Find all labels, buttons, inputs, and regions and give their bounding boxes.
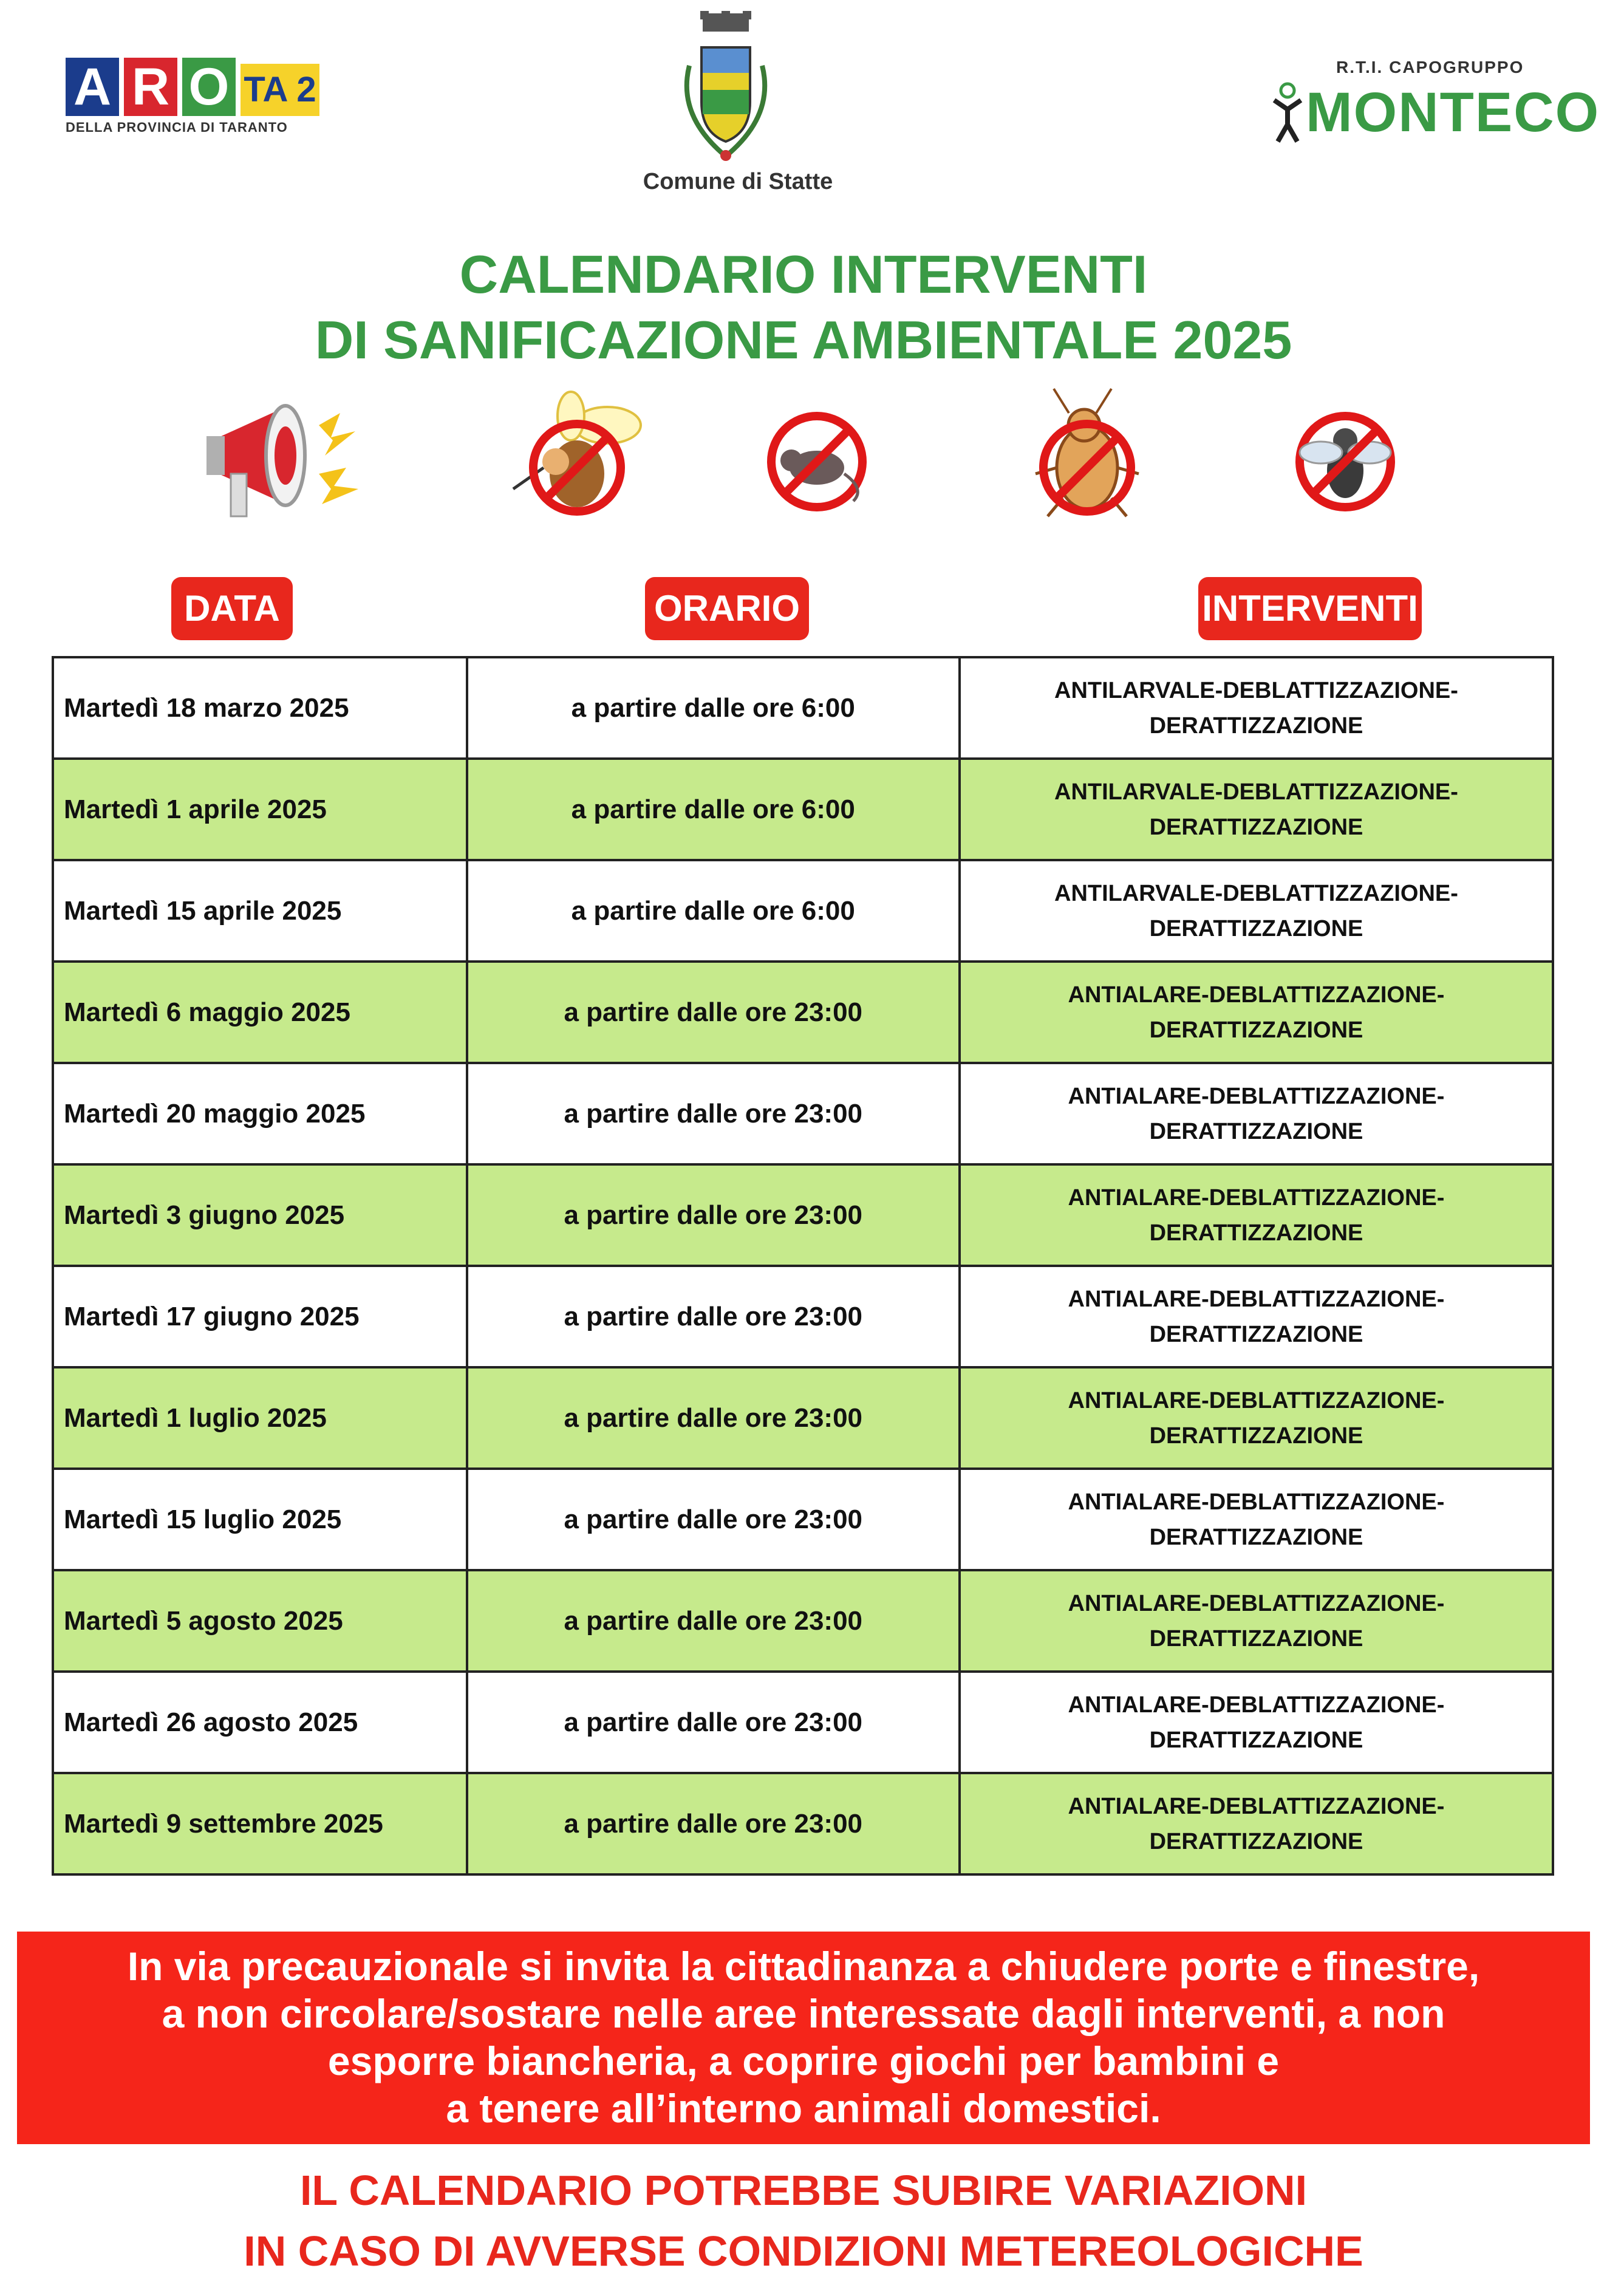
cell-interventi	[960, 657, 1553, 759]
cell-interventi	[960, 1266, 1553, 1367]
cell-data: Martedì 26 agosto 2025	[53, 1672, 467, 1773]
cell-data: Martedì 15 luglio 2025	[53, 1469, 467, 1570]
interventi-line-1: ANTIALARE-DEBLATTIZZAZIONE-	[1068, 1184, 1445, 1211]
footer-line-2: IN CASO DI AVVERSE CONDIZIONI METEREOLOGICHE	[244, 2227, 1363, 2275]
cell-interventi	[960, 860, 1553, 962]
interventi-line-2: DERATTIZZAZIONE	[1149, 915, 1363, 941]
table-row	[53, 860, 1553, 962]
header-interventi: INTERVENTI	[1198, 577, 1422, 640]
notice-line-2: a non circolare/sostare nelle aree interessate dagli interventi, a non	[162, 1991, 1445, 2036]
table-row	[53, 962, 1553, 1063]
title-line-1: CALENDARIO INTERVENTI	[459, 244, 1148, 304]
cell-interventi	[960, 1672, 1553, 1773]
table-row	[53, 1367, 1553, 1469]
monteco-logo	[1269, 58, 1600, 143]
interventi-line-2: DERATTIZZAZIONE	[1149, 1625, 1363, 1652]
interventi-line-2: DERATTIZZAZIONE	[1149, 814, 1363, 840]
cell-orario: a partire dalle ore 6:00	[467, 860, 960, 962]
cell-orario: a partire dalle ore 23:00	[467, 1773, 960, 1874]
cell-data: Martedì 1 luglio 2025	[53, 1367, 467, 1469]
cell-data: Martedì 6 maggio 2025	[53, 962, 467, 1063]
cell-data: Martedì 1 aprile 2025	[53, 759, 467, 860]
aro-logo	[66, 58, 321, 137]
cell-data: Martedì 17 giugno 2025	[53, 1266, 467, 1367]
rti-label: R.T.I. CAPOGRUPPO	[1336, 58, 1524, 77]
aro-letter-a: A	[66, 58, 119, 116]
cell-orario: a partire dalle ore 6:00	[467, 759, 960, 860]
comune-crest-icon	[665, 11, 786, 169]
no-rat-icon	[726, 383, 908, 528]
header-data: DATA	[171, 577, 293, 640]
cell-data: Martedì 5 agosto 2025	[53, 1570, 467, 1672]
no-mosquito-icon	[486, 383, 668, 528]
footer-warning	[61, 2160, 1546, 2281]
table-row	[53, 1773, 1553, 1874]
header-orario: ORARIO	[645, 577, 809, 640]
cell-interventi	[960, 759, 1553, 860]
cell-orario: a partire dalle ore 23:00	[467, 1469, 960, 1570]
footer-line-1: IL CALENDARIO POTREBBE SUBIRE VARIAZIONI	[299, 2167, 1308, 2214]
page-title	[182, 242, 1425, 373]
interventi-line-1: ANTIALARE-DEBLATTIZZAZIONE-	[1068, 1692, 1445, 1718]
cell-orario: a partire dalle ore 23:00	[467, 1570, 960, 1672]
interventi-line-1: ANTILARVALE-DEBLATTIZZAZIONE-	[1054, 779, 1458, 805]
notice-line-1: In via precauzionale si invita la cittadinanza a chiudere porte e finestre,	[127, 1944, 1480, 1989]
interventi-line-2: DERATTIZZAZIONE	[1149, 1524, 1363, 1550]
cell-interventi	[960, 1063, 1553, 1164]
cell-orario: a partire dalle ore 23:00	[467, 962, 960, 1063]
cell-interventi	[960, 1164, 1553, 1266]
interventi-line-2: DERATTIZZAZIONE	[1149, 1423, 1363, 1449]
comune-label: Comune di Statte	[643, 169, 833, 194]
calendar-table-body	[53, 657, 1553, 1874]
interventi-line-2: DERATTIZZAZIONE	[1149, 1321, 1363, 1347]
table-row	[53, 1570, 1553, 1672]
table-row	[53, 1164, 1553, 1266]
interventi-line-1: ANTILARVALE-DEBLATTIZZAZIONE-	[1054, 677, 1458, 703]
table-row	[53, 1469, 1553, 1570]
cell-interventi	[960, 1773, 1553, 1874]
cell-interventi	[960, 1469, 1553, 1570]
cell-interventi	[960, 962, 1553, 1063]
table-row	[53, 1266, 1553, 1367]
table-row	[53, 1672, 1553, 1773]
cell-data: Martedì 3 giugno 2025	[53, 1164, 467, 1266]
interventi-line-2: DERATTIZZAZIONE	[1149, 1118, 1363, 1144]
interventi-line-1: ANTIALARE-DEBLATTIZZAZIONE-	[1068, 1387, 1445, 1413]
interventi-line-1: ANTIALARE-DEBLATTIZZAZIONE-	[1068, 1083, 1445, 1109]
table-row	[53, 657, 1553, 759]
cell-data: Martedì 18 marzo 2025	[53, 657, 467, 759]
aro-letter-r: R	[124, 58, 177, 116]
interventi-line-2: DERATTIZZAZIONE	[1149, 1727, 1363, 1753]
interventi-line-1: ANTIALARE-DEBLATTIZZAZIONE-	[1068, 982, 1445, 1008]
aro-subtitle: DELLA PROVINCIA DI TARANTO	[66, 120, 288, 135]
interventi-line-2: DERATTIZZAZIONE	[1149, 1220, 1363, 1246]
monteco-name: MONTECO	[1306, 81, 1600, 143]
interventi-line-1: ANTIALARE-DEBLATTIZZAZIONE-	[1068, 1793, 1445, 1819]
cell-data: Martedì 20 maggio 2025	[53, 1063, 467, 1164]
table-row	[53, 759, 1553, 860]
calendar-table	[52, 656, 1554, 1876]
interventi-line-1: ANTIALARE-DEBLATTIZZAZIONE-	[1068, 1489, 1445, 1515]
cell-orario: a partire dalle ore 23:00	[467, 1672, 960, 1773]
interventi-line-2: DERATTIZZAZIONE	[1149, 1017, 1363, 1043]
cell-orario: a partire dalle ore 23:00	[467, 1063, 960, 1164]
cell-orario: a partire dalle ore 6:00	[467, 657, 960, 759]
cell-orario: a partire dalle ore 23:00	[467, 1266, 960, 1367]
interventi-line-1: ANTIALARE-DEBLATTIZZAZIONE-	[1068, 1286, 1445, 1312]
interventi-line-1: ANTIALARE-DEBLATTIZZAZIONE-	[1068, 1590, 1445, 1616]
aro-ta2: TA 2	[241, 64, 319, 116]
cell-orario: a partire dalle ore 23:00	[467, 1164, 960, 1266]
cell-orario: a partire dalle ore 23:00	[467, 1367, 960, 1469]
no-fly-icon	[1254, 383, 1436, 528]
interventi-line-2: DERATTIZZAZIONE	[1149, 1828, 1363, 1854]
cell-data: Martedì 15 aprile 2025	[53, 860, 467, 962]
table-row	[53, 1063, 1553, 1164]
cell-interventi	[960, 1367, 1553, 1469]
cell-interventi	[960, 1570, 1553, 1672]
aro-letter-o: O	[182, 58, 236, 116]
title-line-2: DI SANIFICAZIONE AMBIENTALE 2025	[315, 310, 1292, 370]
person-icon	[1269, 82, 1306, 143]
notice-line-3: esporre biancheria, a coprire giochi per bambini e	[327, 2038, 1280, 2083]
megaphone-icon	[194, 383, 377, 528]
interventi-line-1: ANTILARVALE-DEBLATTIZZAZIONE-	[1054, 880, 1458, 906]
precaution-notice	[17, 1932, 1590, 2144]
interventi-line-2: DERATTIZZAZIONE	[1149, 712, 1363, 739]
no-cockroach-icon	[996, 383, 1178, 528]
cell-data: Martedì 9 settembre 2025	[53, 1773, 467, 1874]
notice-line-4: a tenere all’interno animali domestici.	[446, 2086, 1161, 2131]
